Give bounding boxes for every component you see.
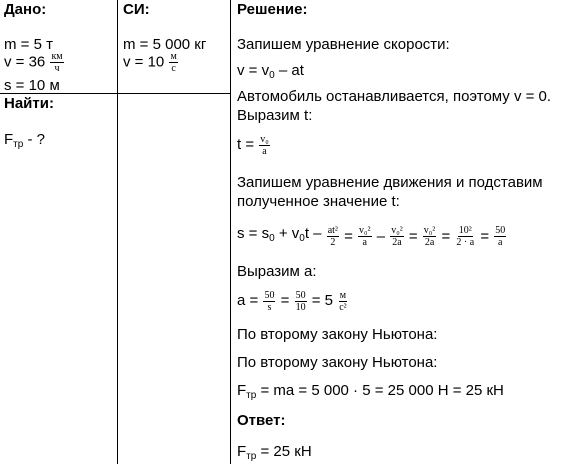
si-header: СИ: xyxy=(123,1,150,18)
a-eq-sign: = xyxy=(280,292,290,310)
find-value xyxy=(4,131,45,153)
solution-line-1: Запишем уравнение скорости: xyxy=(237,36,450,53)
motion-frac-2-num: v₀² xyxy=(359,225,371,236)
a-eq-lhs: a = xyxy=(237,292,259,310)
motion-frac-4-num: v₀² xyxy=(423,225,436,236)
motion-eq-sign-4: = xyxy=(441,227,451,245)
motion-frac-5 xyxy=(455,225,475,248)
a-unit-den: с² xyxy=(339,301,347,313)
solution-line-6: Запишем уравнение движения и подставим xyxy=(237,174,543,191)
a-frac-1-num: 50 xyxy=(264,289,275,301)
solution-line-3: Автомобиль останавливается, поэтому v = 0. xyxy=(237,88,552,105)
motion-eq-s-sub: 0 xyxy=(269,233,275,244)
answer-value xyxy=(237,443,312,465)
motion-frac-5-num: 10² xyxy=(458,225,472,236)
motion-frac-4-den: 2a xyxy=(424,237,435,248)
solution-line-7: полученное значение t: xyxy=(237,193,400,210)
a-equation xyxy=(237,283,349,319)
given-velocity-unit xyxy=(50,51,63,74)
t-eq-lhs: t = xyxy=(237,136,255,154)
motion-frac-2 xyxy=(358,225,371,248)
solution-header: Решение: xyxy=(237,1,308,18)
velocity-eq-sub: 0 xyxy=(269,70,275,81)
a-frac-2 xyxy=(295,290,307,313)
motion-eq-v-sub: 0 xyxy=(299,233,305,244)
a-frac-2-num: 50 xyxy=(295,289,306,301)
a-frac-1-den: s xyxy=(267,301,272,313)
si-mass: m = 5 000 кг xyxy=(123,36,207,53)
velocity-eq-rhs: – at xyxy=(274,62,304,79)
solution-line-11: По второму закону Ньютона: xyxy=(237,326,438,343)
given-mass: m = 5 т xyxy=(4,36,53,53)
motion-eq-sign-3: = xyxy=(408,227,418,245)
motion-equation xyxy=(237,214,507,259)
motion-eq-v: + v xyxy=(274,225,300,242)
a-frac-unit xyxy=(338,290,347,313)
si-velocity-unit xyxy=(169,51,177,74)
column-divider-left xyxy=(117,0,118,464)
motion-frac-1-num: at² xyxy=(327,225,338,236)
solution-line-9: Выразим a: xyxy=(237,263,317,280)
column-divider-right xyxy=(230,0,231,464)
find-f-sub: тр xyxy=(13,139,24,150)
velocity-equation xyxy=(237,62,304,84)
given-velocity xyxy=(4,51,65,74)
solution-line-12: По второму закону Ньютона: xyxy=(237,354,438,371)
si-velocity-text: v = 10 xyxy=(123,53,165,71)
force-eq-sub: тр xyxy=(246,390,257,401)
given-velocity-unit-den: ч xyxy=(54,63,60,74)
motion-eq-sign-1: = xyxy=(344,227,353,245)
a-unit-num: м xyxy=(339,289,347,301)
given-header: Дано: xyxy=(4,1,47,18)
answer-f: F xyxy=(237,443,247,460)
answer-rest: = 25 кН xyxy=(256,443,312,460)
find-f: F xyxy=(4,131,14,148)
given-velocity-unit-num: км xyxy=(51,51,63,62)
motion-frac-6-num: 50 xyxy=(495,225,506,236)
motion-frac-6-den: a xyxy=(498,237,503,248)
motion-frac-6 xyxy=(494,225,506,248)
a-frac-2-den: 10 xyxy=(295,301,306,313)
motion-frac-2-den: a xyxy=(362,237,367,248)
force-eq-rest: = ma = 5 000 · 5 = 25 000 Н = 25 кН xyxy=(256,382,504,399)
given-velocity-text: v = 36 xyxy=(4,53,46,71)
motion-eq-t: t – xyxy=(304,225,322,242)
t-eq-fraction xyxy=(259,134,270,157)
velocity-eq-lhs: v = v xyxy=(237,62,270,79)
motion-frac-1 xyxy=(327,225,339,248)
find-tail: - ? xyxy=(23,131,46,148)
motion-eq-p1 xyxy=(237,214,322,259)
solution-line-4: Выразим t: xyxy=(237,107,313,124)
t-equation xyxy=(237,130,271,160)
motion-frac-4 xyxy=(423,225,436,248)
motion-eq-sign-2: – xyxy=(376,227,386,245)
motion-eq-sign-5: = xyxy=(480,227,490,245)
motion-eq-s: s = s xyxy=(237,225,270,242)
answer-header: Ответ: xyxy=(237,412,286,429)
t-eq-num: v₀ xyxy=(260,133,269,145)
t-eq-den: a xyxy=(262,145,267,157)
answer-sub: тр xyxy=(246,451,257,462)
a-eq-result: = 5 xyxy=(311,292,334,310)
motion-frac-5-den: 2 · a xyxy=(456,237,475,248)
find-header: Найти: xyxy=(4,95,54,112)
a-frac-1 xyxy=(263,290,275,313)
motion-frac-1-den: 2 xyxy=(330,237,336,248)
given-distance: s = 10 м xyxy=(4,77,60,94)
si-velocity-unit-num: м xyxy=(170,51,177,62)
force-equation xyxy=(237,382,504,404)
motion-frac-3-num: v₀² xyxy=(391,225,403,236)
motion-frac-3 xyxy=(390,225,403,248)
si-velocity-unit-den: с xyxy=(171,63,176,74)
motion-frac-3-den: 2a xyxy=(392,237,402,248)
force-eq-f: F xyxy=(237,382,247,399)
si-velocity xyxy=(123,51,179,74)
